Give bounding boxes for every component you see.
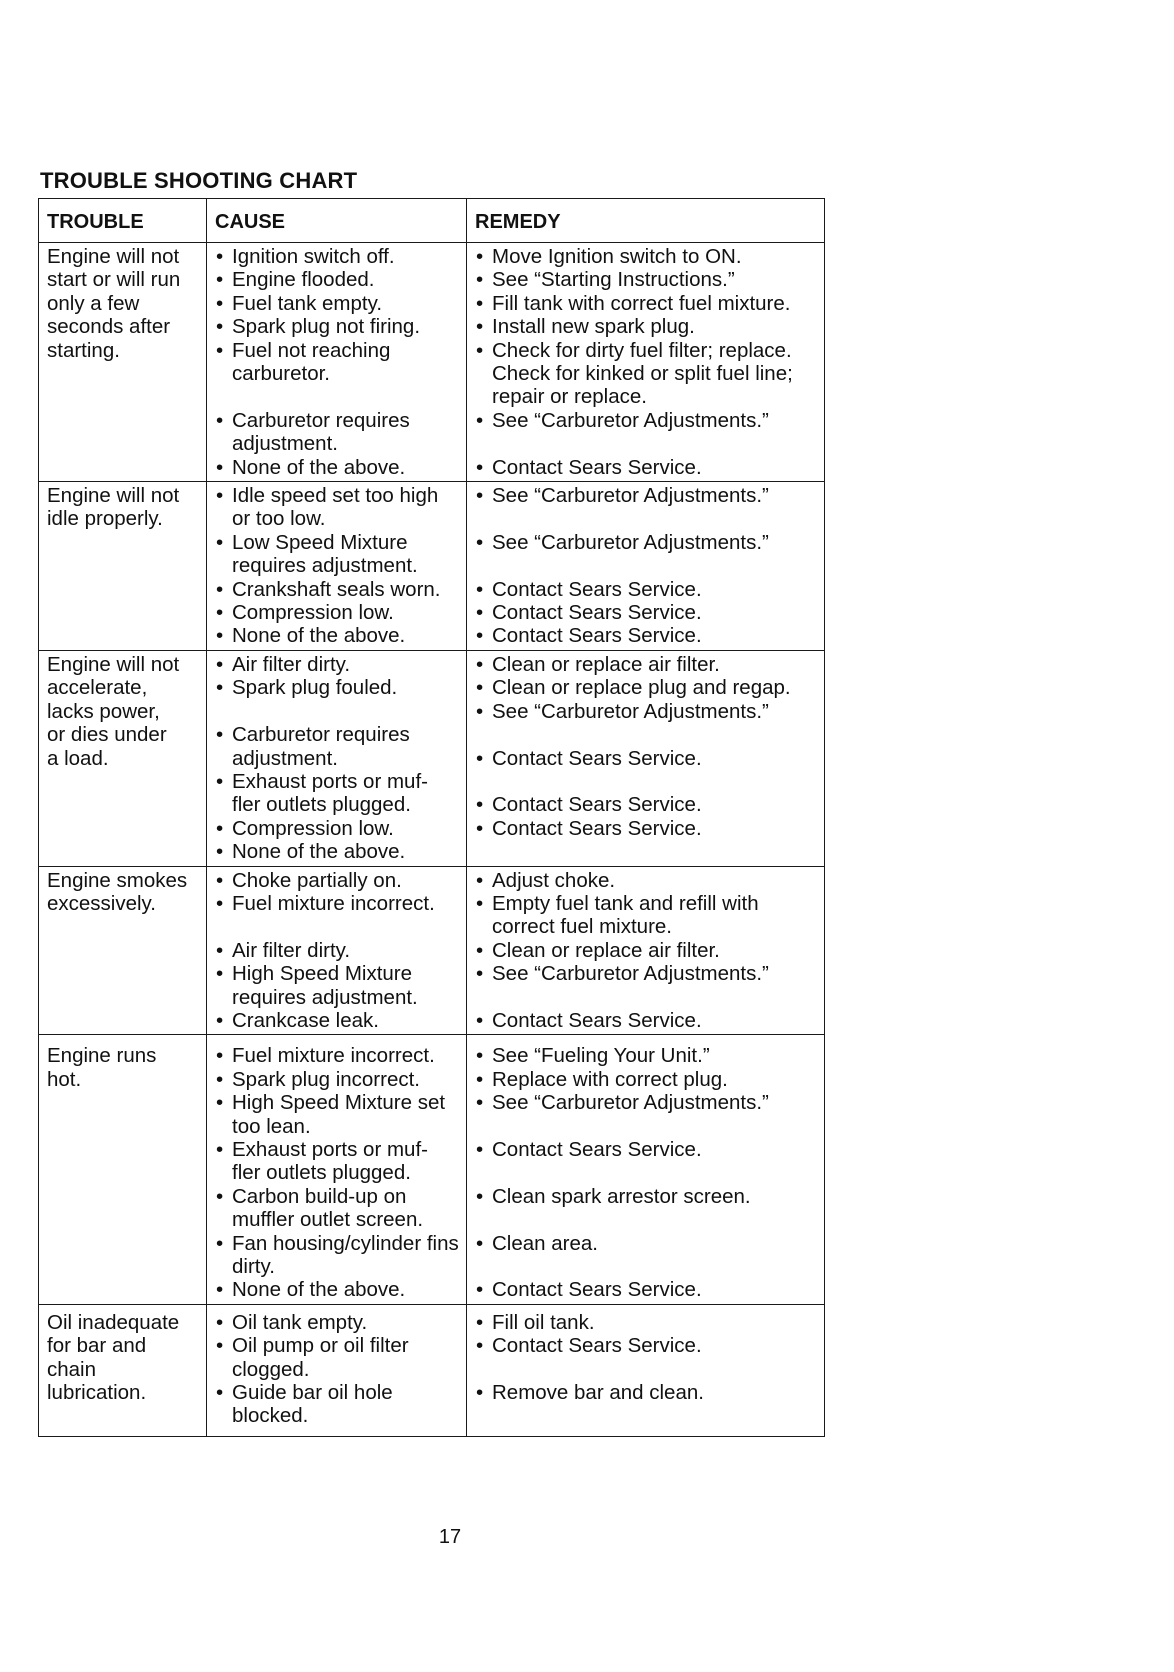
table-row [39,650,825,866]
bullet: • [216,455,224,479]
trouble-line: lacks power, [47,699,160,723]
bullet: • [476,816,484,840]
cause-item: • Fan housing/cylinder fins dirty. [216,1231,459,1279]
trouble-cell [39,482,207,651]
trouble-cell [39,866,207,1035]
bullet: • [216,601,224,625]
remedy-item: • Remove bar and clean. [476,1381,704,1405]
table-row [39,482,825,651]
remedy-cell [467,243,825,482]
remedy-item: • Contact Sears Service. [476,1137,702,1161]
bullet: • [216,723,224,747]
trouble-line: accelerate, [47,676,148,700]
trouble-line: Engine smokes [47,868,188,892]
bullet: • [216,1137,224,1161]
remedy-item: • See “Carburetor Adjustments.” [476,530,769,554]
bullet: • [216,1044,224,1068]
remedy-item: • Replace with correct plug. [476,1067,728,1091]
remedy-item: • Contact Sears Service. [476,455,702,479]
remedy-item: • Clean area. [476,1231,598,1255]
remedy-item: • Install new spark plug. [476,315,695,339]
bullet: • [216,291,224,315]
bullet: • [476,868,484,892]
cause-item: • High Speed Mixture requires adjustment. [216,962,418,1009]
bullet: • [476,676,484,700]
trouble-line: for bar and [47,1334,147,1358]
trouble-line: Engine will not [47,245,180,268]
trouble-line: lubrication. [47,1381,147,1405]
header-trouble: TROUBLE [39,199,207,243]
trouble-shooting-table [38,198,825,1437]
remedy-item: • Contact Sears Service. [476,601,702,625]
bullet: • [216,577,224,601]
trouble-cell [39,650,207,866]
remedy-item: • Contact Sears Service. [476,793,702,817]
cause-cell [207,482,467,651]
remedy-cell [467,1304,825,1436]
cause-item: • Carburetor requires adjustment. [216,408,410,456]
bullet: • [476,1310,484,1334]
bullet: • [216,652,224,676]
bullet: • [476,962,484,986]
cause-item: • Exhaust ports or muf- fler outlets plugged. [216,1137,428,1185]
bullet: • [216,938,224,962]
bullet: • [216,891,224,915]
cause-cell [207,866,467,1035]
bullet: • [216,245,224,268]
trouble-line: only a few [47,291,140,315]
bullet: • [476,408,484,432]
remedy-item: • Contact Sears Service. [476,577,702,601]
remedy-item: • Fill oil tank. [476,1310,595,1334]
bullet: • [216,1008,224,1032]
remedy-item: • Clean or replace air filter. [476,652,720,676]
cause-item: • Air filter dirty. [216,652,351,676]
bullet: • [216,1310,224,1334]
bullet: • [476,1091,484,1115]
bullet: • [476,1278,484,1302]
remedy-cell [467,482,825,651]
bullet: • [476,938,484,962]
bullet: • [476,1184,484,1208]
cause-item: • Guide bar oil hole blocked. [216,1381,393,1428]
remedy-item: • See “Fueling Your Unit.” [476,1044,710,1068]
bullet: • [216,338,224,362]
bullet: • [216,1067,224,1091]
bullet: • [216,769,224,793]
bullet: • [476,601,484,625]
bullet: • [216,624,224,648]
cause-cell [207,243,467,482]
bullet: • [216,1184,224,1208]
cause-item: • None of the above. [216,1278,406,1302]
table-row [39,1304,825,1436]
remedy-cell [467,650,825,866]
bullet: • [476,1231,484,1255]
cause-item: • None of the above. [216,455,406,479]
cause-item: • None of the above. [216,840,406,864]
trouble-line: excessively. [47,891,156,915]
bullet: • [476,530,484,554]
remedy-item: • Move Ignition switch to ON. [476,245,742,268]
bullet: • [476,652,484,676]
bullet: • [216,962,224,986]
bullet: • [476,455,484,479]
bullet: • [476,291,484,315]
remedy-item: • Adjust choke. [476,868,616,892]
trouble-cell [39,243,207,482]
remedy-item: • Contact Sears Service. [476,1008,702,1032]
bullet: • [476,624,484,648]
trouble-line: start or will run [47,268,181,292]
table-row [39,1035,825,1304]
remedy-item: • Fill tank with correct fuel mixture. [476,291,791,315]
table-row [39,866,825,1035]
trouble-line: a load. [47,746,109,770]
bullet: • [216,315,224,339]
bullet: • [476,1334,484,1358]
cause-item: • High Speed Mixture set too lean. [216,1091,446,1138]
trouble-line: Oil inadequate [47,1310,180,1334]
bullet: • [216,816,224,840]
cause-item: • Exhaust ports or muf- fler outlets plugged. [216,769,428,817]
trouble-line: chain [47,1357,97,1381]
remedy-item: • Contact Sears Service. [476,816,702,840]
bullet: • [216,1278,224,1302]
cause-item: • Compression low. [216,601,394,625]
trouble-line: Engine runs [47,1044,157,1068]
bullet: • [476,891,484,915]
bullet: • [476,315,484,339]
remedy-item: • Contact Sears Service. [476,1334,702,1358]
header-cause: CAUSE [207,199,467,243]
cause-item: • Spark plug fouled. [216,676,398,700]
remedy-item: • See “Starting Instructions.” [476,268,735,292]
bullet: • [476,484,484,508]
trouble-line: or dies under [47,723,167,747]
table-header-row [39,199,825,243]
trouble-line: starting. [47,338,120,362]
bullet: • [216,1381,224,1405]
cause-item: • Spark plug not firing. [216,315,421,339]
cause-item: • Spark plug incorrect. [216,1067,421,1091]
bullet: • [216,484,224,508]
trouble-line: seconds after [47,315,171,339]
bullet: • [216,408,224,432]
cause-cell [207,1304,467,1436]
cause-item: • Compression low. [216,816,394,840]
cause-item: • Engine flooded. [216,268,375,292]
bullet: • [476,577,484,601]
remedy-item: • See “Carburetor Adjustments.” [476,484,769,508]
cause-item: • Oil tank empty. [216,1310,368,1334]
bullet: • [476,1008,484,1032]
bullet: • [476,1137,484,1161]
trouble-line: idle properly. [47,507,163,531]
trouble-cell [39,1304,207,1436]
remedy-item: • Contact Sears Service. [476,746,702,770]
cause-item: • Fuel tank empty. [216,291,383,315]
table-row [39,243,825,482]
cause-item: • Crankcase leak. [216,1008,379,1032]
bullet: • [476,338,484,362]
bullet: • [476,1044,484,1068]
cause-item: • Oil pump or oil filter clogged. [216,1334,409,1381]
cause-cell [207,1035,467,1304]
trouble-line: hot. [47,1067,82,1091]
bullet: • [216,840,224,864]
cause-item: • Fuel mixture incorrect. [216,1044,435,1068]
cause-item: • Low Speed Mixture requires adjustment. [216,530,418,578]
cause-item: • Ignition switch off. [216,245,395,268]
remedy-item: • Contact Sears Service. [476,624,702,648]
remedy-item: • Contact Sears Service. [476,1278,702,1302]
cause-item: • Carburetor requires adjustment. [216,723,410,770]
chart-title: TROUBLE SHOOTING CHART [40,168,358,193]
cause-item: • Crankshaft seals worn. [216,577,441,601]
cause-cell [207,650,467,866]
remedy-item: • Clean or replace plug and regap. [476,676,791,700]
bullet: • [216,1231,224,1255]
bullet: • [216,868,224,892]
cause-item: • Fuel mixture incorrect. [216,891,435,915]
bullet: • [216,268,224,292]
trouble-cell [39,1035,207,1304]
trouble-line: Engine will not [47,652,180,676]
bullet: • [476,245,484,268]
remedy-item: • Clean spark arrestor screen. [476,1184,751,1208]
bullet: • [476,699,484,723]
cause-item: • Carbon build-up on muffler outlet screen. [216,1184,424,1232]
bullet: • [476,793,484,817]
cause-item: • Fuel not reaching carburetor. [216,338,391,386]
cause-item: • Air filter dirty. [216,938,351,962]
bullet: • [476,746,484,770]
remedy-item: • See “Carburetor Adjustments.” [476,1091,769,1115]
remedy-item: • Check for dirty fuel filter; replace. Check for kinked or split fuel line; repair or replace. [476,338,793,409]
bullet: • [216,1091,224,1115]
trouble-line: Engine will not [47,484,180,508]
remedy-item: • Empty fuel tank and refill with correct fuel mixture. [476,891,759,939]
bullet: • [476,268,484,292]
bullet: • [216,676,224,700]
remedy-cell [467,866,825,1035]
remedy-item: • Clean or replace air filter. [476,938,720,962]
remedy-item: • See “Carburetor Adjustments.” [476,962,769,986]
cause-item: • None of the above. [216,624,406,648]
cause-item: • Choke partially on. [216,868,402,892]
remedy-item: • See “Carburetor Adjustments.” [476,699,769,723]
header-remedy: REMEDY [467,199,825,243]
bullet: • [476,1381,484,1405]
remedy-cell [467,1035,825,1304]
bullet: • [216,1334,224,1358]
bullet: • [476,1067,484,1091]
remedy-item: • See “Carburetor Adjustments.” [476,408,769,432]
page-number: 17 [438,1526,462,1548]
bullet: • [216,530,224,554]
cause-item: • Idle speed set too high or too low. [216,484,439,531]
